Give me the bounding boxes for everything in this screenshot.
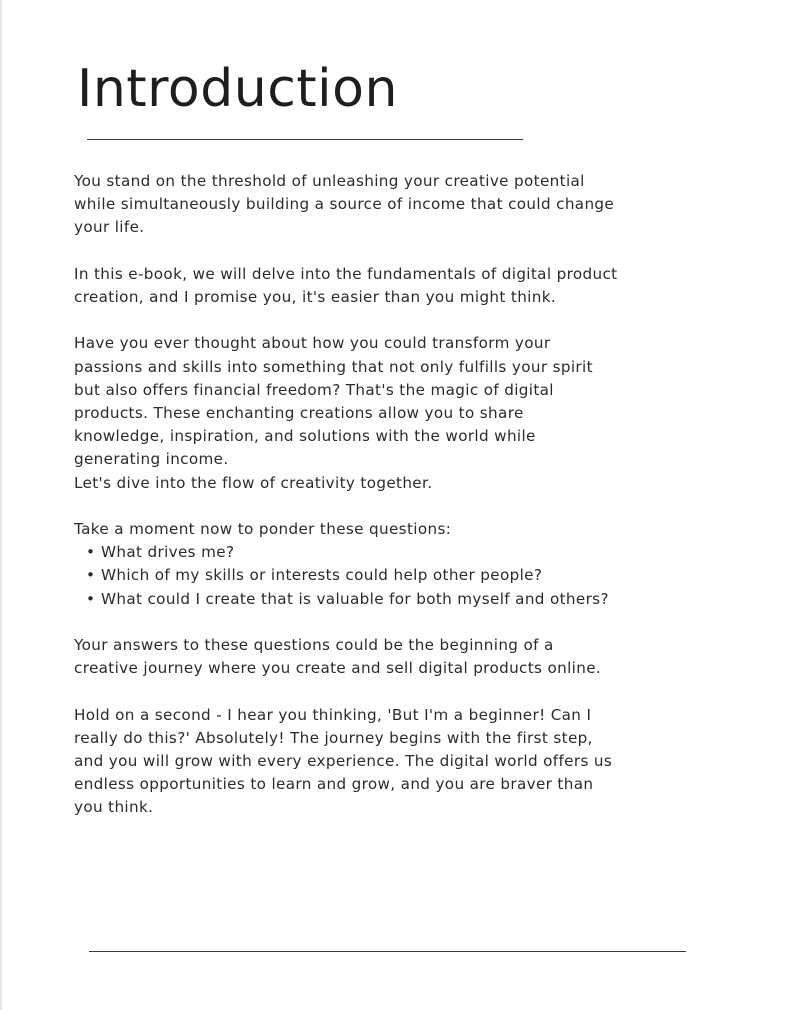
paragraph-passions xyxy=(74,332,714,471)
title-divider xyxy=(87,139,523,140)
text-line: Hold on a second - I hear you thinking, 'But I'm a beginner! Can I xyxy=(74,705,592,724)
text-line: but also offers financial freedom? That's the magic of digital xyxy=(74,380,554,399)
questions-intro: Take a moment now to ponder these questions: xyxy=(74,520,452,538)
body-text xyxy=(74,170,714,843)
text-line: endless opportunities to learn and grow, and you are braver than xyxy=(74,775,594,794)
paragraph-ebook xyxy=(74,263,714,309)
text-line: generating income. xyxy=(74,450,229,469)
list-item: • What drives me? xyxy=(86,541,714,564)
text-line: products. These enchanting creations allow you to share xyxy=(74,404,524,422)
list-item: • Which of my skills or interests could help other people? xyxy=(86,564,714,587)
text-line: creation, and I promise you, it's easier than you might think. xyxy=(74,288,557,306)
text-line: Have you ever thought about how you could transform your xyxy=(74,334,551,353)
text-line: while simultaneously building a source of income that could change xyxy=(74,195,615,214)
text-line: and you will grow with every experience. The digital world offers us xyxy=(74,752,613,770)
text-line: your life. xyxy=(74,218,145,237)
paragraph-answers xyxy=(74,634,714,680)
footer-divider xyxy=(89,951,686,952)
paragraph-threshold xyxy=(74,170,714,240)
text-line: you think. xyxy=(74,798,154,817)
paragraph-beginner xyxy=(74,704,714,820)
text-line: knowledge, inspiration, and solutions with the world while xyxy=(74,427,536,446)
page-title: Introduction xyxy=(77,59,398,119)
text-line: You stand on the threshold of unleashing your creative potential xyxy=(74,172,585,190)
questions-list xyxy=(74,541,714,611)
text-line: creative journey where you create and sell digital products online. xyxy=(74,659,602,678)
text-line: passions and skills into something that not only fulfills your spirit xyxy=(74,357,593,376)
text-line: really do this?' Absolutely! The journey begins with the first step, xyxy=(74,728,593,747)
paragraph-dive-in xyxy=(74,472,714,495)
text-line: In this e-book, we will delve into the fundamentals of digital product xyxy=(74,264,618,283)
text-line: Your answers to these questions could be the beginning of a xyxy=(74,636,554,654)
list-item: • What could I create that is valuable for both myself and others? xyxy=(86,588,714,611)
text-line: Let's dive into the flow of creativity together. xyxy=(74,473,433,492)
